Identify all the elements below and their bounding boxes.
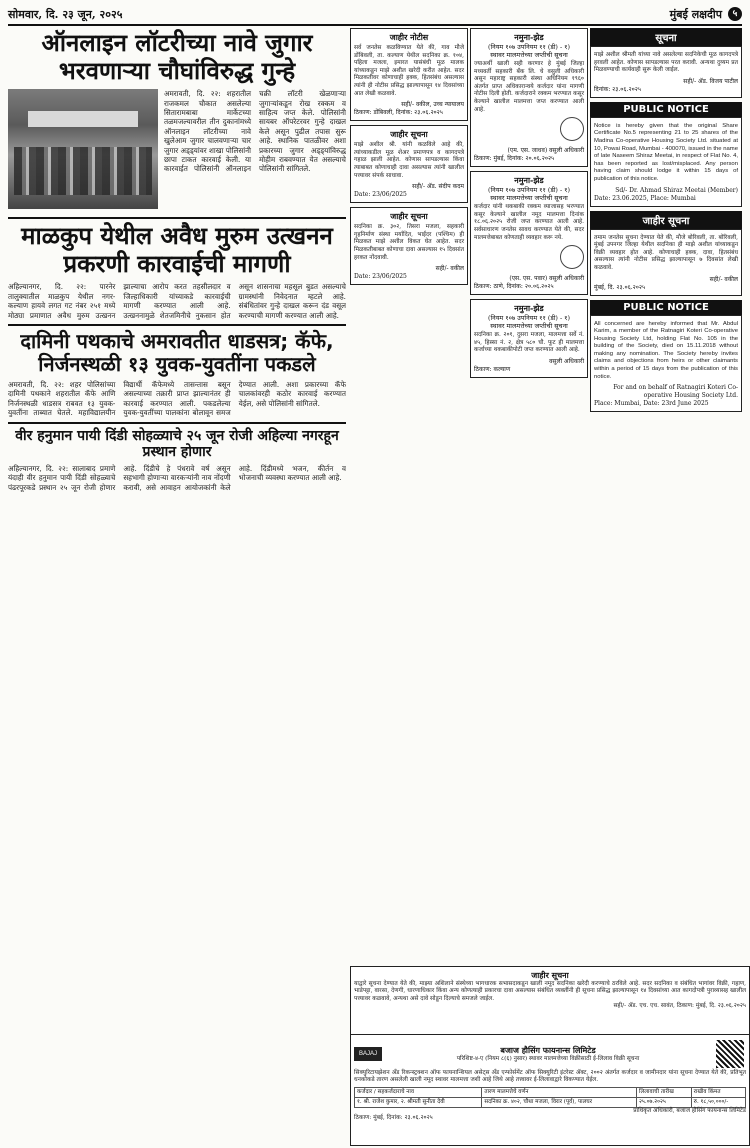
notice-signature: सही/- वकील [709, 275, 738, 283]
notice-subtitle: (नियम १०७ उपनियम ११ (डी) - १) [488, 186, 570, 195]
story-3-body: अमरावती, दि. २२: शहर पोलिसांच्या दामिनी पथकाने शहरातील कॅफे आणि निर्जनस्थळी धाडसत्र राबवत १३ युवक-युवतींना ताब्यात घेतले. महाविद्यालयीन विद्यार्थी कॅफेमध्ये तासन्तास बसून असल्याच्या तक्रारी प्राप्त झाल्यानंतर ही कारवाई करण्यात आली. पकडलेल्या युवक-युवतींच्या पालकांना बोलावून समज देण्यात आली. अशा प्रकारच्या कॅफे चालकांवरही कठोर कारवाई करण्यात येईल, असे पोलिसांनी सांगितले. [8, 380, 346, 418]
story-1-photo [8, 89, 158, 209]
section-head: जाहीर सूचना [590, 211, 742, 229]
notice-place: ठिकाण: डोंबिवली, दिनांक: २३.०६.२०२५ [354, 109, 443, 117]
notice-body: ज्याअर्थी खाली सही करणार हे मुंबई जिल्हा मध्यवर्ती सहकारी बँक लि. चे वसुली अधिकारी असून महाराष्ट्र सहकारी संस्था अधिनियम १९६० अंतर्गत प्राप्त अधिकारान्वये कर्जदार यांना मागणी नोटीस दिली होती. कर्जदाराने रक्कम भरण्यात कसूर केल्याने खालील मालमत्ता जप्त करण्यात आली आहे. [474, 61, 584, 113]
qr-code-icon [716, 1040, 744, 1068]
notice-place: Place: Mumbai, Date: 23rd June 2025 [594, 400, 709, 408]
notices-column-3 [590, 28, 742, 958]
notice-subtitle: स्थावर मालमत्तेच्या जप्तीची सूचना [490, 51, 568, 59]
table-header: राखीव किंमत [691, 1087, 745, 1097]
notice [470, 299, 588, 378]
notice-body: सिक्युरिटायझेशन अँड रिकन्स्ट्रक्शन ऑफ फायनान्शियल असेट्स अँड एन्फोर्समेंट ऑफ सिक्युरिटी इंटरेस्ट ॲक्ट, २००२ अंतर्गत कर्जदार व जामीनदार यांना सूचना देण्यात येते की, प्रतिभूत धनकोकडे तारण असलेली खाली नमूद स्थावर मालमत्ता जशी आहे जिथे आहे तत्त्वावर ई-लिलावाद्वारे विकण्यात येईल. [354, 1070, 746, 1084]
notice [590, 315, 742, 413]
notice-place: ठिकाण: कल्याण [474, 365, 511, 373]
notice-subtitle: स्थावर मालमत्तेच्या जप्तीची सूचना [490, 322, 568, 331]
notice-body: तमाम जनतेस सूचना देण्यात येते की, मौजे बोरिवली, ता. बोरिवली, मुंबई उपनगर जिल्हा येथील सदनिका ही माझे अशील यांच्याकडून विक्री व्यवहार होत आहे. कोणाचाही हक्क, दावा, हितसंबंध असल्यास त्यांनी नोटीस प्रसिद्ध झाल्यापासून ७ दिवसांत लेखी कळवावे. [594, 234, 738, 271]
auction-table [354, 1087, 746, 1108]
story-4-headline: वीर हनुमान पायी दिंडी सोहळ्याचे २५ जून रोजी अहिल्या नगरहून प्रस्थान होणार [15, 427, 339, 460]
table-cell: रु. १८,५०,०००/- [691, 1097, 745, 1107]
notice-signature: सही/- वकील [435, 265, 464, 273]
news-column [8, 28, 346, 1140]
page-number: ५ [728, 7, 742, 21]
story-2-headline: माळकुप येथील अवैध मुरुम उत्खनन प्रकरणी कारवाईची मागणी [21, 222, 333, 278]
notice-signature: For and on behalf of Ratnagiri Koteri Co-operative Housing Society Ltd. [613, 384, 738, 400]
notice-signature: सही/- ॲड. विजय पाटील [683, 77, 738, 85]
auction-notice [350, 1034, 750, 1146]
notice-body: सदनिका क्र. २०१, दुसरा मजला, मालमत्ता सर्वे नं. ४५, हिस्सा नं. २, क्षेत्र ५८० चौ. फूट ही मालमत्ता कर्जाच्या थकबाकीपोटी जप्त करण्यात आली आहे. [474, 332, 584, 354]
notice-signature: Sd/- Dr. Ahmad Shiraz Meetai (Member) [615, 186, 738, 194]
notice-place: Date: 23/06/2025 [354, 273, 407, 281]
notice-place: मुंबई, दि. २३.०६.२०२५ [594, 283, 646, 291]
notice [350, 28, 468, 121]
notice-place: Date: 23/06/2025 [354, 191, 407, 199]
divider [8, 324, 346, 326]
story-2-body: अहिल्यानगर, दि. २२: पारनेर तालुक्यातील माळकुप येथील नगर-कल्याण हायवे लगत गट नंबर २५१ मध्ये मोठ्या प्रमाणात अवैध मुरुम उत्खनन झाल्याचा आरोप करत तहसीलदार व जिल्हाधिकारी यांच्याकडे कारवाईची मागणी करण्यात आली आहे. उत्खननामुळे शेतजमिनीचे नुकसान होत असून शासनाचा महसूल बुडत असल्याचे ग्रामस्थांनी निवेदनात म्हटले आहे. संबंधितांवर गुन्हे दाखल करून दंड वसूल करण्याची मागणी करण्यात आली आहे. [8, 282, 346, 320]
notice-signature: सही/- वकील, उच्च न्यायालय [401, 101, 464, 109]
divider [8, 217, 346, 219]
running-header [8, 4, 742, 26]
notice [590, 117, 742, 207]
notice-subtitle: (नियम १०७ उपनियम ११ (डी) - १) [488, 43, 570, 51]
notice-body: याद्वारे सूचना देण्यात येते की, माझ्या अशिलाने संस्थेच्या भागधारक सभासदाकडून खाली नमूद सदनिका खरेदी करण्याचे ठरविले आहे. सदर सदनिका व संबंधित भागांवर विक्री, गहाण, भाडेपट्टा, वारसा, देणगी, धारणाधिकार किंवा अन्य कोणत्याही प्रकारचा दावा असल्यास संबंधित व्यक्तींनी ही सूचना प्रसिद्ध झाल्यापासून १४ दिवसांच्या आत कागदोपत्री पुराव्यासह खालील पत्त्यावर कळवावे, अन्यथा असे दावे सोडून दिल्याचे समजले जाईल. [354, 981, 746, 1002]
publication-name: मुंबई लक्षदीप [669, 7, 722, 21]
section-head: PUBLIC NOTICE [590, 300, 742, 315]
story-4-body: अहिल्यानगर, दि. २२: सालाबाद प्रमाणे यंदाही वीर हनुमान पायी दिंडी सोहळ्याचे पंढरपूरकडे प्रस्थान २५ जून रोजी होणार आहे. दिंडीचे हे पंधरावे वर्ष असून सहभागी होणाऱ्या वारकऱ्यांनी नाव नोंदणी करावी, असे आवाहन आयोजकांनी केले आहे. दिंडीमध्ये भजन, कीर्तन व भोजनाची व्यवस्था करण्यात आली आहे. [8, 463, 346, 492]
table-cell: १. श्री. राजेश कुमार, २. श्रीमती सुनीता देवी [355, 1097, 482, 1107]
notice [590, 46, 742, 98]
table-header: लिलावाची तारीख [637, 1087, 692, 1097]
notice-body: माझे अशील श्रीमती यांच्या नावे असलेल्या सदनिकेची मूळ कागदपत्रे हरवली आहेत. कोणास सापडल्यास परत करावी. अन्यथा दुय्यम प्रत मिळवण्याची कार्यवाही सुरू केली जाईल. [594, 52, 738, 74]
bajaj-logo-icon: BAJAJ [354, 1047, 382, 1061]
notice [470, 28, 588, 167]
seal-icon [560, 117, 584, 141]
notice-signature: सही/- ॲड. संदीप कदम [412, 183, 464, 191]
seal-icon [560, 245, 584, 269]
table-header: तारण मालमत्तेचे वर्णन [482, 1087, 637, 1097]
notice-place: दिनांक: २३.०६.२०२५ [594, 85, 641, 93]
notice-body: All concerned are hereby informed that Mr. Abdul Karim, a member of the Ratnagiri Koteri Co-operative Housing Society Ltd, holding Flat No. 105 in the building of the Society, died on 15.11.2018 without making any nomination. The Society hereby invites claims and objections from heirs or other claimants within a period of 15 days from the publication of this notice. [594, 320, 738, 380]
issue-date: सोमवार, दि. २३ जून, २०२५ [8, 7, 123, 21]
notice-body: सदनिका क्र. ३०२, तिसरा मजला, सहकारी गृहनिर्माण संस्था मर्यादित, भाईंदर (पश्चिम) ही मिळकत माझे अशील विकत घेत आहेत. सदर मिळकतीबाबत कोणाचा दावा असल्यास १५ दिवसांत हरकत नोंदवावी. [354, 224, 464, 261]
story-1-body: अमरावती, दि. २२: शहरातील राजकमल चौकात असलेल्या सितारामबाबा मार्केटच्या तळमजल्यावरील तीन दुकानांमध्ये ऑनलाइन लॉटरीच्या नावे खुलेआम जुगार चालवणाऱ्या चार जुगार अड्ड्यांवर शाखा पोलिसांनी छापा टाकत कारवाई केली. या कारवाईत पोलिसांनी ऑनलाइन चक्री लॉटरी खेळणाऱ्या जुगाऱ्यांकडून रोख रक्कम व साहित्य जप्त केले. पोलिसांनी सायबर ऑपरेटरवर गुन्हे दाखल केले असून पुढील तपास सुरू आहे. स्थानिक पातळीवर अशा प्रकारच्या जुगार अड्ड्यांविरुद्ध मोहीम राबवण्यात येत असल्याचे पोलिसांनी सांगितले. [164, 89, 346, 174]
notice-subtitle: स्थावर मालमत्तेच्या जप्तीची सूचना [490, 194, 568, 203]
notice-place: ठिकाण: मुंबई, दिनांक: २३.०६.२०२५ [354, 1115, 433, 1122]
table-header: कर्जदार / सहकर्जदाराचे नाव [355, 1087, 482, 1097]
notice-title: जाहीर सूचना [390, 129, 428, 140]
notice-signature: (एस. एस. पवार) वसुली अधिकारी [509, 275, 584, 283]
table-row [355, 1097, 746, 1107]
notice-subtitle: परिशिष्ट-४-ए (नियम ८(६) नुसार) स्थावर मालमत्तेच्या विक्रीसाठी ई-लिलाव विक्री सूचना [456, 1055, 640, 1062]
section-head: PUBLIC NOTICE [590, 102, 742, 117]
notice [350, 125, 468, 203]
wide-notice [350, 966, 750, 1036]
notice-signature: (एम. एस. जाधव) वसुली अधिकारी [507, 147, 584, 155]
section-head: सूचना [590, 28, 742, 46]
notice-signature: वसुली अधिकारी [549, 357, 584, 365]
notice-subtitle: (नियम १०७ उपनियम ११ (डी) - १) [488, 314, 570, 323]
notice-place: ठिकाण: ठाणे, दिनांक: २०.०६.२०२५ [474, 283, 554, 291]
notice-signature: सही/- ॲड. एच. एच. सावंत, ठिकाण: मुंबई, दि. २३.०६.२०२५ [613, 1003, 746, 1010]
notice [590, 229, 742, 296]
notice-title: बजाज हौसिंग फायनान्स लिमिटेड [500, 1044, 596, 1055]
notice-title: जाहीर नोटीस [389, 32, 429, 42]
notice-body: माझे अशील श्री. यांनी कळविले आहे की, त्यांच्याकडील मूळ शेअर प्रमाणपत्र व कागदपत्रे गहाळ झाली आहेत. कोणास सापडल्यास किंवा त्याबाबत कोणाचाही दावा असल्यास त्यांनी खालील पत्त्यावर संपर्क साधावा. [354, 142, 464, 179]
notice-title: नमुना-झेड [514, 32, 544, 42]
notice [470, 171, 588, 295]
story-1-headline: ऑनलाइन लॉटरीच्या नावे जुगार भरवणाऱ्या चौघांविरुद्ध गुन्हे [41, 29, 313, 85]
notice-place: Date: 23.06.2025, Place: Mumbai [594, 194, 696, 202]
notice [350, 207, 468, 285]
divider [8, 422, 346, 424]
table-header-row [355, 1087, 746, 1097]
notice-title: जाहीर सूचना [531, 970, 569, 980]
notice-title: नमुना-झेड [514, 303, 544, 314]
notice-body: सर्व जनतेस कळविण्यात येते की, गाव मौजे डोंबिवली, ता. कल्याण येथील सदनिका क्र. १०४, पहिला मजला, इमारत यासंबंधी मूळ मालक यांच्याकडून माझे अशील खरेदी करीत आहेत. सदर मिळकतीवर कोणाचाही हक्क, हितसंबंध असल्यास त्यांनी ही नोटीस प्रसिद्ध झाल्यापासून १४ दिवसांच्या आत लेखी कळवावे. [354, 45, 464, 97]
story-3-headline: दामिनी पथकाचे अमरावतीत धाडसत्र; कॅफे, निर्जनस्थळी १३ युवक-युवतींना पकडले [20, 329, 334, 376]
notice-body: कर्जदार यांनी थकबाकी रक्कम व्याजासह भरण्यात कसूर केल्याने खालील नमूद मालमत्ता दिनांक १८.०६.२०२५ रोजी जप्त करण्यात आली आहे. सर्वसाधारण जनतेस सावध करण्यात येते की, सदर मालमत्तेबाबत कोणताही व्यवहार करू नये. [474, 204, 584, 241]
notice-place: ठिकाण: मुंबई, दिनांक: २०.०६.२०२५ [474, 155, 555, 163]
notice-signature: प्राधिकृत अधिकारी, बजाज हौसिंग फायनान्स लिमिटेड [633, 1107, 746, 1114]
notice-title: नमुना-झेड [514, 175, 544, 186]
notice-body: Notice is hereby given that the original Share Certificate No.5 representing 21 to 25 shares of the Madina Co-operative Housing Society Ltd. situated at 10, Powai Road, Mumbai - 400070, issued in the name of late Naseem Shiraz Meetai, in respect of Flat No. 4, has been reported as lost/misplaced. Any person having claim should lodge it within 15 days of publication of this notice. [594, 122, 738, 182]
notice-title: जाहीर सूचना [390, 211, 428, 222]
table-cell: सदनिका क्र. ४०२, चौथा मजला, विरार (पूर्व), पालघर [482, 1097, 637, 1107]
table-cell: २५.०७.२०२५ [637, 1097, 692, 1107]
